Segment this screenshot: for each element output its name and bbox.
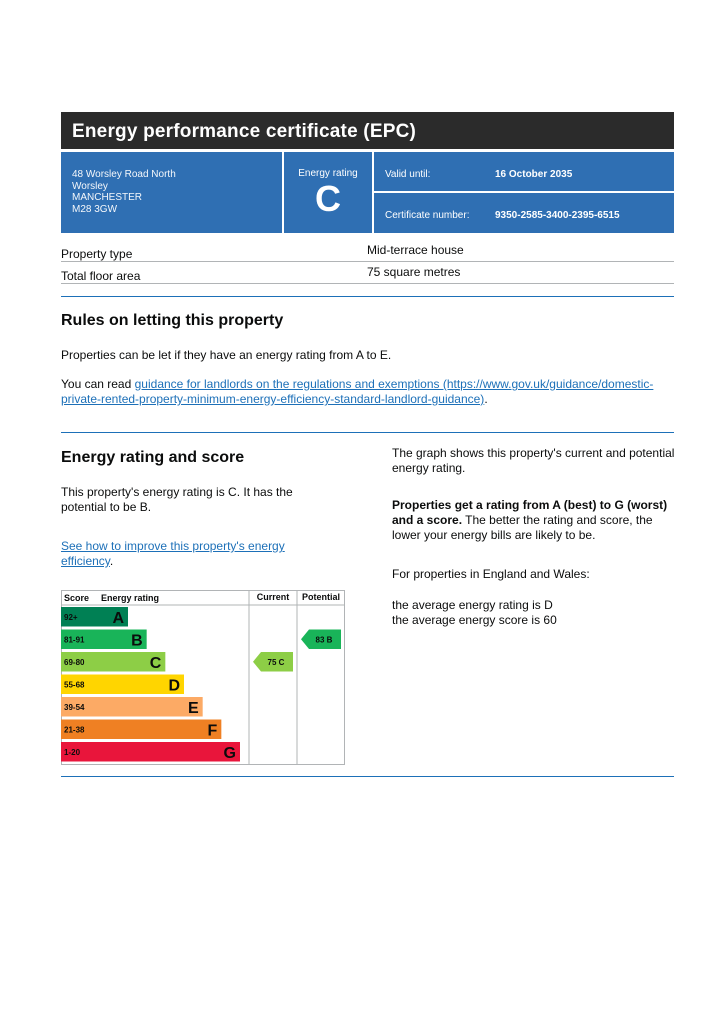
improve-efficiency-link[interactable]: See how to improve this property's energy efficiency <box>61 539 285 568</box>
band-letter-label: D <box>168 677 180 695</box>
floor-area-value: 75 square metres <box>367 265 461 279</box>
chart-header-current: Current <box>256 592 290 602</box>
band-letter-label: C <box>149 654 162 672</box>
improve-link-para <box>61 539 311 569</box>
rating-band-g <box>61 742 240 762</box>
rating-heading: Energy rating and score <box>61 449 245 466</box>
rating-explanation-bold: Properties get a rating from A (best) to G (worst) and a score. <box>392 498 668 527</box>
band-score-label: 39-54 <box>64 702 85 712</box>
potential-rating-label: 83 B <box>315 635 333 645</box>
letting-para-2-suffix: . <box>484 392 488 406</box>
property-details-table <box>61 240 674 284</box>
landlord-guidance-link[interactable]: guidance for landlords on the regulations and exemptions (https://www.gov.uk/guidance/domestic-private-rented-property-minimum-energy-efficiency-standard-landlord-guidance) <box>61 377 654 406</box>
letting-heading: Rules on letting this property <box>61 312 284 329</box>
epc-chart-svg <box>61 590 345 765</box>
address-block <box>61 152 282 233</box>
property-type-row <box>61 240 674 262</box>
band-letter-label: E <box>187 699 199 717</box>
address-line: 48 Worsley Road North <box>72 169 176 180</box>
section-divider <box>61 776 674 777</box>
valid-until-value: 16 October 2035 <box>495 169 573 180</box>
property-type-label: Property type <box>61 247 133 261</box>
letting-para-1: Properties can be let if they have an energy rating from A to E. <box>61 348 392 362</box>
region-note: For properties in England and Wales: <box>392 567 590 581</box>
average-rating: the average energy rating is D <box>392 598 553 612</box>
valid-until-row <box>374 152 674 192</box>
letting-para-2-prefix: You can read <box>61 377 135 391</box>
certificate-number-row <box>374 193 674 233</box>
band-score-label: 81-91 <box>64 635 85 645</box>
improve-link-suffix: . <box>109 554 114 568</box>
band-score-label: 1-20 <box>64 747 81 757</box>
band-score-label: 92+ <box>64 612 78 622</box>
letting-para-2 <box>61 377 661 407</box>
rating-explanation-rest: The better the rating and score, the lower your energy bills are likely to be. <box>392 513 653 542</box>
band-score-label: 69-80 <box>64 657 85 667</box>
floor-area-label: Total floor area <box>61 269 141 283</box>
epc-rating-chart <box>61 590 345 765</box>
band-letter-label: F <box>207 722 218 740</box>
chart-header-rating: Energy rating <box>101 593 160 603</box>
property-type-value: Mid-terrace house <box>367 243 464 257</box>
band-score-label: 55-68 <box>64 680 85 690</box>
band-letter-label: B <box>131 632 143 650</box>
band-score-label: 21-38 <box>64 725 85 735</box>
rating-explanation <box>392 498 676 543</box>
page-title: Energy performance certificate (EPC) <box>61 112 674 149</box>
certificate-number-label: Certificate number: <box>385 210 470 221</box>
address-line: Worsley <box>72 180 108 192</box>
chart-header-potential: Potential <box>301 592 341 602</box>
valid-until-label: Valid until: <box>385 169 431 180</box>
average-info <box>392 598 676 628</box>
rating-para-1: This property's energy rating is C. It has the potential to be B. <box>61 485 293 514</box>
address-line: MANCHESTER <box>72 192 143 203</box>
energy-rating-block <box>284 152 372 233</box>
section-divider <box>61 432 674 433</box>
address-line: M28 3GW <box>72 203 118 215</box>
certificate-details <box>374 152 674 233</box>
current-rating-label: 75 C <box>267 657 285 667</box>
graph-explanation: The graph shows this property's current and potential energy rating. <box>392 446 675 475</box>
section-divider <box>61 296 674 297</box>
band-letter-label: G <box>223 744 236 762</box>
rating-band-f <box>61 720 221 740</box>
energy-rating-letter: C <box>315 178 341 219</box>
floor-area-row <box>61 262 674 284</box>
average-score: the average energy score is 60 <box>392 613 557 627</box>
energy-rating-label: Energy rating <box>298 168 358 179</box>
chart-header-score: Score <box>64 593 90 603</box>
summary-panel <box>61 152 674 233</box>
certificate-number-value: 9350-2585-3400-2395-6515 <box>495 210 620 221</box>
band-letter-label: A <box>112 609 124 627</box>
